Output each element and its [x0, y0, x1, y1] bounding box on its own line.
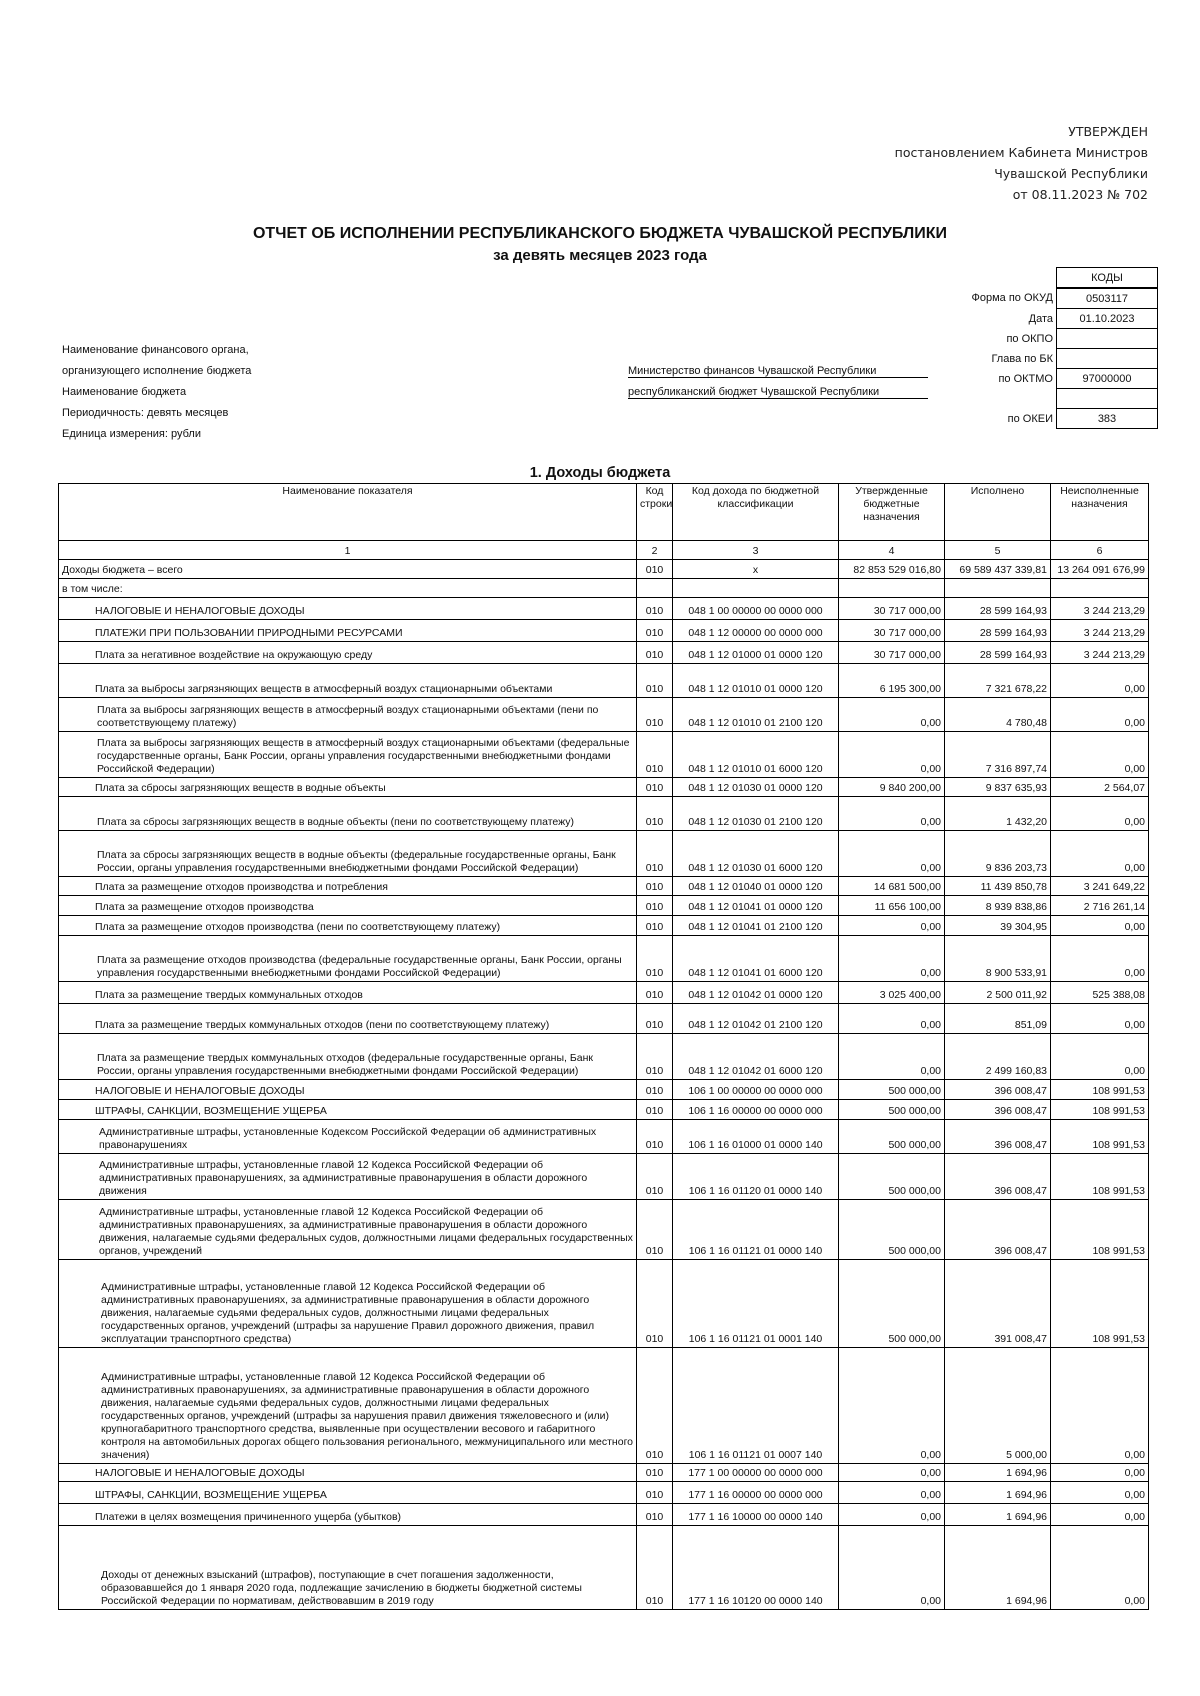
row-executed: 4 780,48: [945, 698, 1051, 732]
codes-table: [900, 267, 1158, 429]
row-approved: 0,00: [839, 831, 945, 877]
approval-line-2: постановлением Кабинета Министров: [894, 145, 1148, 160]
row-line-code: 010: [637, 1034, 673, 1080]
table-header-row: [59, 484, 1149, 541]
row-executed: 28 599 164,93: [945, 598, 1051, 620]
table-row: [59, 1154, 1149, 1200]
approval-block: [828, 121, 1148, 205]
code-label: по ОКЕИ: [1007, 412, 1053, 425]
row-executed: 9 836 203,73: [945, 831, 1051, 877]
row-line-code: 010: [637, 1526, 673, 1610]
row-unexecuted: 0,00: [1051, 1526, 1149, 1610]
row-line-code: 010: [637, 797, 673, 831]
row-unexecuted: 3 244 213,29: [1051, 620, 1149, 642]
row-unexecuted: 0,00: [1051, 732, 1149, 778]
row-name: Доходы от денежных взысканий (штрафов), поступающие в счет погашения задолженности, образовавшейся до 1 января 2020 года, подлежащие зачислению в бюджеты бюджетной системы Российской Федерации по нормативам, действовавшим в 2019 году: [59, 1526, 637, 1610]
row-name: НАЛОГОВЫЕ И НЕНАЛОГОВЫЕ ДОХОДЫ: [59, 1080, 637, 1100]
row-approved: 500 000,00: [839, 1154, 945, 1200]
row-income-code: 048 1 12 01030 01 6000 120: [673, 831, 839, 877]
row-name: Административные штрафы, установленные главой 12 Кодекса Российской Федерации об административных правонарушениях, за административные правонарушения в области дорожного движения: [59, 1154, 637, 1200]
row-income-code: 106 1 16 01121 01 0001 140: [673, 1260, 839, 1348]
code-label: по ОКТМО: [998, 372, 1053, 385]
row-executed: 8 900 533,91: [945, 936, 1051, 982]
row-executed: 396 008,47: [945, 1200, 1051, 1260]
row-income-code: 106 1 16 01000 01 0000 140: [673, 1120, 839, 1154]
table-row: [59, 797, 1149, 831]
row-name: Плата за размещение твердых коммунальных отходов (пени по соответствующему платежу): [59, 1004, 637, 1034]
row-approved: 0,00: [839, 1464, 945, 1482]
row-income-code: 048 1 12 01010 01 2100 120: [673, 698, 839, 732]
row-approved: 30 717 000,00: [839, 642, 945, 664]
row-executed: 8 939 838,86: [945, 896, 1051, 916]
table-row: [59, 698, 1149, 732]
row-approved: 0,00: [839, 1504, 945, 1526]
row-approved: 82 853 529 016,80: [839, 560, 945, 579]
row-name: Платежи в целях возмещения причиненного ущерба (убытков): [59, 1504, 637, 1526]
row-name: Плата за выбросы загрязняющих веществ в атмосферный воздух стационарными объектами (федеральные государственные органы, Банк России, органы управления государственными внебюджетными фондами Российской Федерации): [59, 732, 637, 778]
row-executed: 39 304,95: [945, 916, 1051, 936]
row-executed: 1 694,96: [945, 1504, 1051, 1526]
row-line-code: 010: [637, 936, 673, 982]
row-unexecuted: 0,00: [1051, 1034, 1149, 1080]
row-income-code: 106 1 16 01120 01 0000 140: [673, 1154, 839, 1200]
code-label: Форма по ОКУД: [971, 292, 1053, 305]
row-line-code: 010: [637, 1080, 673, 1100]
row-unexecuted: 0,00: [1051, 1348, 1149, 1464]
report-subtitle: за девять месяцев 2023 года: [493, 247, 707, 264]
row-executed: 396 008,47: [945, 1080, 1051, 1100]
row-approved: 0,00: [839, 916, 945, 936]
row-line-code: 010: [637, 1004, 673, 1034]
row-income-code: 048 1 12 01010 01 6000 120: [673, 732, 839, 778]
row-income-code: 048 1 12 01042 01 2100 120: [673, 1004, 839, 1034]
row-name: Плата за выбросы загрязняющих веществ в атмосферный воздух стационарными объектами: [59, 664, 637, 698]
row-income-code: x: [673, 560, 839, 579]
row-name: Плата за сбросы загрязняющих веществ в водные объекты (федеральные государственные органы, Банк России, органы управления государственными внебюджетными фондами Российской Федерации): [59, 831, 637, 877]
row-unexecuted: 0,00: [1051, 664, 1149, 698]
row-name: Административные штрафы, установленные главой 12 Кодекса Российской Федерации об административных правонарушениях, за административные правонарушения в области дорожного движения, налагаемые судьями федеральных судов, должностными лицами федеральных государственных органов, учреждений: [59, 1200, 637, 1260]
row-unexecuted: 525 388,08: [1051, 982, 1149, 1004]
row-approved: 0,00: [839, 1034, 945, 1080]
row-name: в том числе:: [59, 579, 637, 598]
row-income-code: 106 1 16 01121 01 0000 140: [673, 1200, 839, 1260]
row-income-code: 048 1 12 00000 00 0000 000: [673, 620, 839, 642]
row-income-code: 048 1 00 00000 00 0000 000: [673, 598, 839, 620]
row-unexecuted: 0,00: [1051, 916, 1149, 936]
row-name: Плата за сбросы загрязняющих веществ в водные объекты (пени по соответствующему платежу): [59, 797, 637, 831]
code-label: Дата: [1028, 312, 1053, 325]
table-row: [59, 560, 1149, 579]
fin-org-label-1: Наименование финансового органа,: [62, 344, 249, 356]
budget-label: Наименование бюджета: [62, 386, 187, 398]
table-row: [59, 1004, 1149, 1034]
row-executed: 28 599 164,93: [945, 620, 1051, 642]
table-row: [59, 1504, 1149, 1526]
row-executed: 391 008,47: [945, 1260, 1051, 1348]
row-executed: 1 432,20: [945, 797, 1051, 831]
row-executed: 1 694,96: [945, 1526, 1051, 1610]
row-name: Плата за размещение твердых коммунальных отходов: [59, 982, 637, 1004]
row-unexecuted: [1051, 579, 1149, 598]
row-approved: 0,00: [839, 1526, 945, 1610]
row-approved: 30 717 000,00: [839, 620, 945, 642]
row-executed: [945, 579, 1051, 598]
row-unexecuted: 3 244 213,29: [1051, 598, 1149, 620]
row-line-code: 010: [637, 560, 673, 579]
row-income-code: 048 1 12 01041 01 0000 120: [673, 896, 839, 916]
row-approved: 500 000,00: [839, 1200, 945, 1260]
row-income-code: 048 1 12 01042 01 6000 120: [673, 1034, 839, 1080]
row-executed: 851,09: [945, 1004, 1051, 1034]
row-executed: 1 694,96: [945, 1482, 1051, 1504]
row-name: НАЛОГОВЫЕ И НЕНАЛОГОВЫЕ ДОХОДЫ: [59, 1464, 637, 1482]
row-approved: 11 656 100,00: [839, 896, 945, 916]
row-line-code: 010: [637, 982, 673, 1004]
row-name: Плата за выбросы загрязняющих веществ в атмосферный воздух стационарными объектами (пени по соответствующему платежу): [59, 698, 637, 732]
table-row: [59, 982, 1149, 1004]
row-approved: 500 000,00: [839, 1120, 945, 1154]
row-executed: 7 316 897,74: [945, 732, 1051, 778]
code-value: [1057, 349, 1158, 369]
table-row: [59, 936, 1149, 982]
table-row: [59, 831, 1149, 877]
row-line-code: 010: [637, 642, 673, 664]
table-row: [59, 877, 1149, 896]
row-line-code: 010: [637, 1200, 673, 1260]
row-name: ШТРАФЫ, САНКЦИИ, ВОЗМЕЩЕНИЕ УЩЕРБА: [59, 1482, 637, 1504]
row-unexecuted: 0,00: [1051, 698, 1149, 732]
table-row: [59, 579, 1149, 598]
row-name: Плата за негативное воздействие на окружающую среду: [59, 642, 637, 664]
row-unexecuted: 13 264 091 676,99: [1051, 560, 1149, 579]
row-income-code: 048 1 12 01030 01 0000 120: [673, 778, 839, 797]
table-row: [59, 778, 1149, 797]
row-approved: 0,00: [839, 732, 945, 778]
row-income-code: 048 1 12 01041 01 6000 120: [673, 936, 839, 982]
row-name: ШТРАФЫ, САНКЦИИ, ВОЗМЕЩЕНИЕ УЩЕРБА: [59, 1100, 637, 1120]
col-header: Исполнено: [945, 484, 1051, 541]
row-approved: 0,00: [839, 936, 945, 982]
table-row: [59, 1482, 1149, 1504]
row-executed: 396 008,47: [945, 1154, 1051, 1200]
row-executed: 5 000,00: [945, 1348, 1051, 1464]
row-line-code: 010: [637, 1482, 673, 1504]
row-line-code: 010: [637, 732, 673, 778]
row-line-code: 010: [637, 1154, 673, 1200]
row-unexecuted: 108 991,53: [1051, 1080, 1149, 1100]
row-approved: 3 025 400,00: [839, 982, 945, 1004]
row-approved: 14 681 500,00: [839, 877, 945, 896]
row-line-code: 010: [637, 664, 673, 698]
row-approved: 500 000,00: [839, 1260, 945, 1348]
col-number: 3: [673, 541, 839, 560]
code-value: 0503117: [1057, 288, 1158, 309]
row-line-code: 010: [637, 620, 673, 642]
row-unexecuted: 108 991,53: [1051, 1154, 1149, 1200]
row-income-code: 048 1 12 01010 01 0000 120: [673, 664, 839, 698]
table-row: [59, 1260, 1149, 1348]
table-row: [59, 620, 1149, 642]
row-executed: 11 439 850,78: [945, 877, 1051, 896]
report-title: ОТЧЕТ ОБ ИСПОЛНЕНИИ РЕСПУБЛИКАНСКОГО БЮДЖЕТА ЧУВАШСКОЙ РЕСПУБЛИКИ: [252, 225, 947, 242]
table-row: [59, 1120, 1149, 1154]
row-executed: 2 500 011,92: [945, 982, 1051, 1004]
row-income-code: [673, 579, 839, 598]
row-name: Доходы бюджета – всего: [59, 560, 637, 579]
row-income-code: 048 1 12 01000 01 0000 120: [673, 642, 839, 664]
row-unexecuted: 0,00: [1051, 1464, 1149, 1482]
col-number: 1: [59, 541, 637, 560]
row-executed: 396 008,47: [945, 1120, 1051, 1154]
code-value: 97000000: [1057, 369, 1158, 389]
row-unexecuted: 108 991,53: [1051, 1120, 1149, 1154]
fin-org-value: Министерство финансов Чувашской Республики: [628, 365, 928, 378]
row-approved: [839, 579, 945, 598]
row-line-code: [637, 579, 673, 598]
fin-org-label-2: организующего исполнение бюджета: [62, 365, 252, 377]
row-name: НАЛОГОВЫЕ И НЕНАЛОГОВЫЕ ДОХОДЫ: [59, 598, 637, 620]
row-unexecuted: 0,00: [1051, 831, 1149, 877]
table-row: [59, 1100, 1149, 1120]
table-row: [59, 1348, 1149, 1464]
col-header: Неисполненные назначения: [1051, 484, 1149, 541]
col-header: Утвержденные бюджетные назначения: [839, 484, 945, 541]
row-line-code: 010: [637, 896, 673, 916]
row-line-code: 010: [637, 1504, 673, 1526]
row-executed: 9 837 635,93: [945, 778, 1051, 797]
row-income-code: 106 1 16 00000 00 0000 000: [673, 1100, 839, 1120]
row-approved: 0,00: [839, 1004, 945, 1034]
row-executed: 28 599 164,93: [945, 642, 1051, 664]
row-unexecuted: 108 991,53: [1051, 1100, 1149, 1120]
row-income-code: 048 1 12 01030 01 2100 120: [673, 797, 839, 831]
row-income-code: 177 1 00 00000 00 0000 000: [673, 1464, 839, 1482]
section-title: 1. Доходы бюджета: [529, 465, 671, 481]
unit-of-measure: Единица измерения: рубли: [62, 428, 201, 440]
row-line-code: 010: [637, 1120, 673, 1154]
col-number: 4: [839, 541, 945, 560]
row-executed: 2 499 160,83: [945, 1034, 1051, 1080]
row-name: Административные штрафы, установленные Кодексом Российской Федерации об административных правонарушениях: [59, 1120, 637, 1154]
table-row: [59, 1080, 1149, 1100]
row-unexecuted: 2 564,07: [1051, 778, 1149, 797]
row-income-code: 048 1 12 01042 01 0000 120: [673, 982, 839, 1004]
row-income-code: 048 1 12 01041 01 2100 120: [673, 916, 839, 936]
approval-line-1: УТВЕРЖДЕН: [1068, 124, 1148, 139]
row-line-code: 010: [637, 831, 673, 877]
table-row: [59, 732, 1149, 778]
row-line-code: 010: [637, 1464, 673, 1482]
row-line-code: 010: [637, 778, 673, 797]
table-row: [59, 1034, 1149, 1080]
code-value: 383: [1057, 409, 1158, 429]
row-executed: 69 589 437 339,81: [945, 560, 1051, 579]
row-executed: 1 694,96: [945, 1464, 1051, 1482]
col-number: 6: [1051, 541, 1149, 560]
code-label: Глава по БК: [991, 352, 1053, 365]
row-approved: 0,00: [839, 698, 945, 732]
row-unexecuted: 0,00: [1051, 936, 1149, 982]
table-body: [59, 560, 1149, 1610]
row-unexecuted: 0,00: [1051, 1482, 1149, 1504]
code-value: [1057, 329, 1158, 349]
row-line-code: 010: [637, 1348, 673, 1464]
budget-value: республиканский бюджет Чувашской Республики: [628, 386, 928, 399]
row-income-code: 106 1 16 01121 01 0007 140: [673, 1348, 839, 1464]
table-row: [59, 896, 1149, 916]
row-name: Плата за размещение отходов производства (пени по соответствующему платежу): [59, 916, 637, 936]
codes-header: КОДЫ: [1057, 268, 1158, 289]
row-name: Плата за сбросы загрязняющих веществ в водные объекты: [59, 778, 637, 797]
row-unexecuted: 0,00: [1051, 797, 1149, 831]
row-name: Плата за размещение твердых коммунальных отходов (федеральные государственные органы, Банк России, органы управления государственными внебюджетными фондами Российской Федерации): [59, 1034, 637, 1080]
row-approved: 9 840 200,00: [839, 778, 945, 797]
row-unexecuted: 108 991,53: [1051, 1260, 1149, 1348]
row-line-code: 010: [637, 1100, 673, 1120]
row-line-code: 010: [637, 598, 673, 620]
income-table: [58, 483, 1149, 1610]
col-header: Код дохода по бюджетной классификации: [673, 484, 839, 541]
row-approved: 0,00: [839, 1348, 945, 1464]
row-name: Административные штрафы, установленные главой 12 Кодекса Российской Федерации об административных правонарушениях, за административные правонарушения в области дорожного движения, налагаемые судьями федеральных судов, должностными лицами федеральных государственных органов, учреждений (штрафы за нарушение Правил дорожного движения, правил эксплуатации транспортного средства): [59, 1260, 637, 1348]
col-number: 5: [945, 541, 1051, 560]
row-line-code: 010: [637, 916, 673, 936]
row-unexecuted: 108 991,53: [1051, 1200, 1149, 1260]
row-name: ПЛАТЕЖИ ПРИ ПОЛЬЗОВАНИИ ПРИРОДНЫМИ РЕСУРСАМИ: [59, 620, 637, 642]
row-executed: 396 008,47: [945, 1100, 1051, 1120]
row-income-code: 106 1 00 00000 00 0000 000: [673, 1080, 839, 1100]
table-row: [59, 916, 1149, 936]
col-number: 2: [637, 541, 673, 560]
row-name: Плата за размещение отходов производства: [59, 896, 637, 916]
row-approved: 6 195 300,00: [839, 664, 945, 698]
row-approved: 500 000,00: [839, 1080, 945, 1100]
row-name: Административные штрафы, установленные главой 12 Кодекса Российской Федерации об административных правонарушениях, за административные правонарушения в области дорожного движения, налагаемые судьями федеральных судов, должностными лицами федеральных государственных органов, учреждений (штрафы за нарушения правил движения тяжеловесного и (или) крупногабаритного транспортного средства, выявленные при осуществлении весового и габаритного контроля на автомобильных дорогах общего пользования регионального, межмуниципального или местного значения): [59, 1348, 637, 1464]
row-approved: 0,00: [839, 797, 945, 831]
row-unexecuted: 0,00: [1051, 1504, 1149, 1526]
approval-line-3: Чувашской Республики: [994, 166, 1148, 181]
code-label: по ОКПО: [1006, 332, 1053, 345]
row-approved: 30 717 000,00: [839, 598, 945, 620]
row-unexecuted: 3 241 649,22: [1051, 877, 1149, 896]
row-unexecuted: 2 716 261,14: [1051, 896, 1149, 916]
row-line-code: 010: [637, 877, 673, 896]
row-executed: 7 321 678,22: [945, 664, 1051, 698]
column-numbers-row: [59, 541, 1149, 560]
table-row: [59, 664, 1149, 698]
col-header: Наименование показателя: [59, 484, 637, 541]
row-unexecuted: 3 244 213,29: [1051, 642, 1149, 664]
table-row: [59, 1200, 1149, 1260]
code-value: 01.10.2023: [1057, 309, 1158, 329]
approval-line-4: от 08.11.2023 № 702: [1012, 187, 1148, 202]
table-row: [59, 1526, 1149, 1610]
row-line-code: 010: [637, 1260, 673, 1348]
row-income-code: 177 1 16 00000 00 0000 000: [673, 1482, 839, 1504]
row-name: Плата за размещение отходов производства (федеральные государственные органы, Банк России, органы управления государственными внебюджетными фондами Российской Федерации): [59, 936, 637, 982]
row-income-code: 177 1 16 10120 00 0000 140: [673, 1526, 839, 1610]
table-row: [59, 642, 1149, 664]
code-value: [1057, 389, 1158, 409]
table-row: [59, 1464, 1149, 1482]
row-name: Плата за размещение отходов производства и потребления: [59, 877, 637, 896]
row-income-code: 048 1 12 01040 01 0000 120: [673, 877, 839, 896]
row-line-code: 010: [637, 698, 673, 732]
row-income-code: 177 1 16 10000 00 0000 140: [673, 1504, 839, 1526]
row-approved: 500 000,00: [839, 1100, 945, 1120]
periodicity: Периодичность: девять месяцев: [62, 407, 229, 419]
row-unexecuted: 0,00: [1051, 1004, 1149, 1034]
row-approved: 0,00: [839, 1482, 945, 1504]
table-row: [59, 598, 1149, 620]
col-header: Код строки: [637, 484, 673, 541]
